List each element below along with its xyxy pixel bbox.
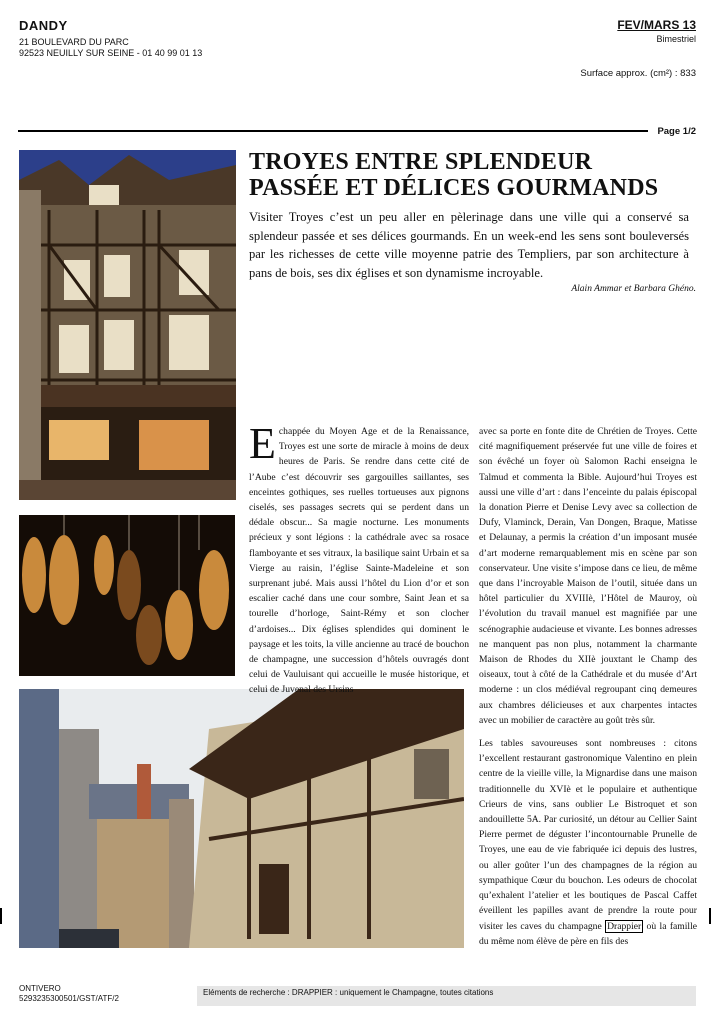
search-elements-box: Eléments de recherche : DRAPPIER : uniquement le Champagne, toutes citations xyxy=(197,986,696,1006)
drop-cap: E xyxy=(249,419,276,468)
footer-line-1: ONTIVERO xyxy=(19,984,61,993)
column-1-text: chappée du Moyen Age et de la Renaissance, Troyes est une sorte de miracle à moins de deux heures de Paris. Se rendre dans cette cité de l’Aube c’est découvrir ses gargouilles saillantes, ses enceintes gothiques, ses ruelles tortueuses aux pignons ciselés, ses passages secrets qui se perdent dans un dédale obscur... Sa magie nocturne. Les monuments précieux y sont légions : la cathédrale avec sa rosace flamboyante et ses vitraux, la basilique saint Urbain et sa Vierge au raisin, l’église Sainte-Madeleine et son surprenant jubé. Mais aussi l’hôtel du Lion d’or et son escalier caché dans une cour sombre, Saint Jean et sa tourelle d’horloge, Saint-Rémy et son clocher d’ardoises... Dix églises splendides qui dominent le paysage et les toits, la ville ancienne au tracé de bouchon de champagne, une succession d’hôtels ouvragés dont celui de Vauluisant qui accueille le musée historique, et celui de Juvenal des Ursins xyxy=(249,426,469,696)
article-title xyxy=(249,149,699,201)
publication-name: DANDY xyxy=(19,18,68,33)
title-line-1: TROYES ENTRE SPLENDEUR xyxy=(249,149,593,175)
address-line-2: 92523 NEUILLY SUR SEINE - 01 40 99 01 13 xyxy=(19,48,203,58)
article-column-2 xyxy=(479,424,697,949)
left-margin-mark xyxy=(0,908,2,924)
article-byline: Alain Ammar et Barbara Ghéno. xyxy=(571,284,696,294)
address-line-1: 21 BOULEVARD DU PARC xyxy=(19,37,129,47)
photo-shoe-lasts xyxy=(19,515,235,676)
header-rule xyxy=(18,130,648,132)
column-2-paragraph-1: avec sa porte en fonte dite de Chrétien de Troyes. Cette cité magnifiquement préservée fut une ville de foires et son évêché un foyer où Salomon Rachi enseigna le Talmud et commenta la Bible. Aujourd’hui Troyes est aussi une ville d’art : dans l’enceinte du palais épiscopal la donation Pierre et Denise Levy avec sa collection de Dufy, Vlaminck, Derain, Van Dongen, Braque, Matisse et Delaunay, a permis la création d’un imposant musée d’art moderne remarquablement mis en scène par son conservateur. Une visite s’impose dans ce lieu, de même que dans l’incroyable Maison de l’outil, située dans un hôtel particulier du XVIIIè, l’Hôtel de Mauroy, où l’évolution du travail manuel est magnifiée par une scénographie audacieuse et vivante. Les bonnes adresses ne manquent pas non plus, notamment la charmante Maison de Rhodes du XIIè jouxtant le Champ des oiseaux, tout à côté de la Cathédrale et du musée d’Art moderne : un clos médiéval regroupant cinq demeures aux chambres délicieuses et aux charpentes intactes avec un mobilier de caractère au goût très sûr. xyxy=(479,426,697,726)
page-number: Page 1/2 xyxy=(657,126,696,137)
publication-address xyxy=(19,37,202,59)
photo-timbered-facade xyxy=(19,150,236,500)
right-margin-mark xyxy=(709,908,711,924)
column-2-paragraph-2 xyxy=(479,736,697,949)
surface-area: Surface approx. (cm²) : 833 xyxy=(580,68,696,79)
issue-frequency: Bimestriel xyxy=(656,34,696,44)
article-column-1 xyxy=(249,419,469,698)
highlighted-term: Drappier xyxy=(607,920,642,932)
paragraph-2-text-a: Les tables savoureuses sont nombreuses : citons l’excellent restaurant gastronomique Valentino en plein centre de la vieille ville, la Mignardise dans une maison traditionnelle du XVIè et le populaire et authentique Crieurs de vins, sans oublier Le Bistroquet et son andouillette 5A. Par curiosité, un détour au Cellier Saint Pierre permet de déguster l’incontournable Prunelle de Troyes, une eau de vie fabriquée ici depuis des lustres, ou aller goûter l’un des champagnes de la région au sympathique Cœur du bouchon. Les odeurs de chocolat qu’exhalent l’atelier et les boutiques de Pascal Caffet éveillent les papilles avant de prendre la route pour visiter les caves du champagne xyxy=(479,738,697,932)
article-lead: Visiter Troyes c’est un peu aller en pèlerinage dans une ville qui a conservé sa splendeur passée et ses délices gourmands. En un week-end les sens sont bouleversés par les richesses de cette ville moyenne patrie des Templiers, par son architecture à pans de bois, ses dix églises et son dynamisme incroyable. xyxy=(249,210,689,280)
footer-line-2: 5293235300501/GST/ATF/2 xyxy=(19,994,119,1003)
footer-reference xyxy=(19,984,119,1004)
photo-medieval-street xyxy=(19,689,464,948)
paragraph-2-text-b: où la famille du même nom élève de père en fils des xyxy=(479,920,697,947)
title-line-2: PASSÉE ET DÉLICES GOURMANDS xyxy=(249,175,659,201)
issue-date: FEV/MARS 13 xyxy=(617,18,696,32)
